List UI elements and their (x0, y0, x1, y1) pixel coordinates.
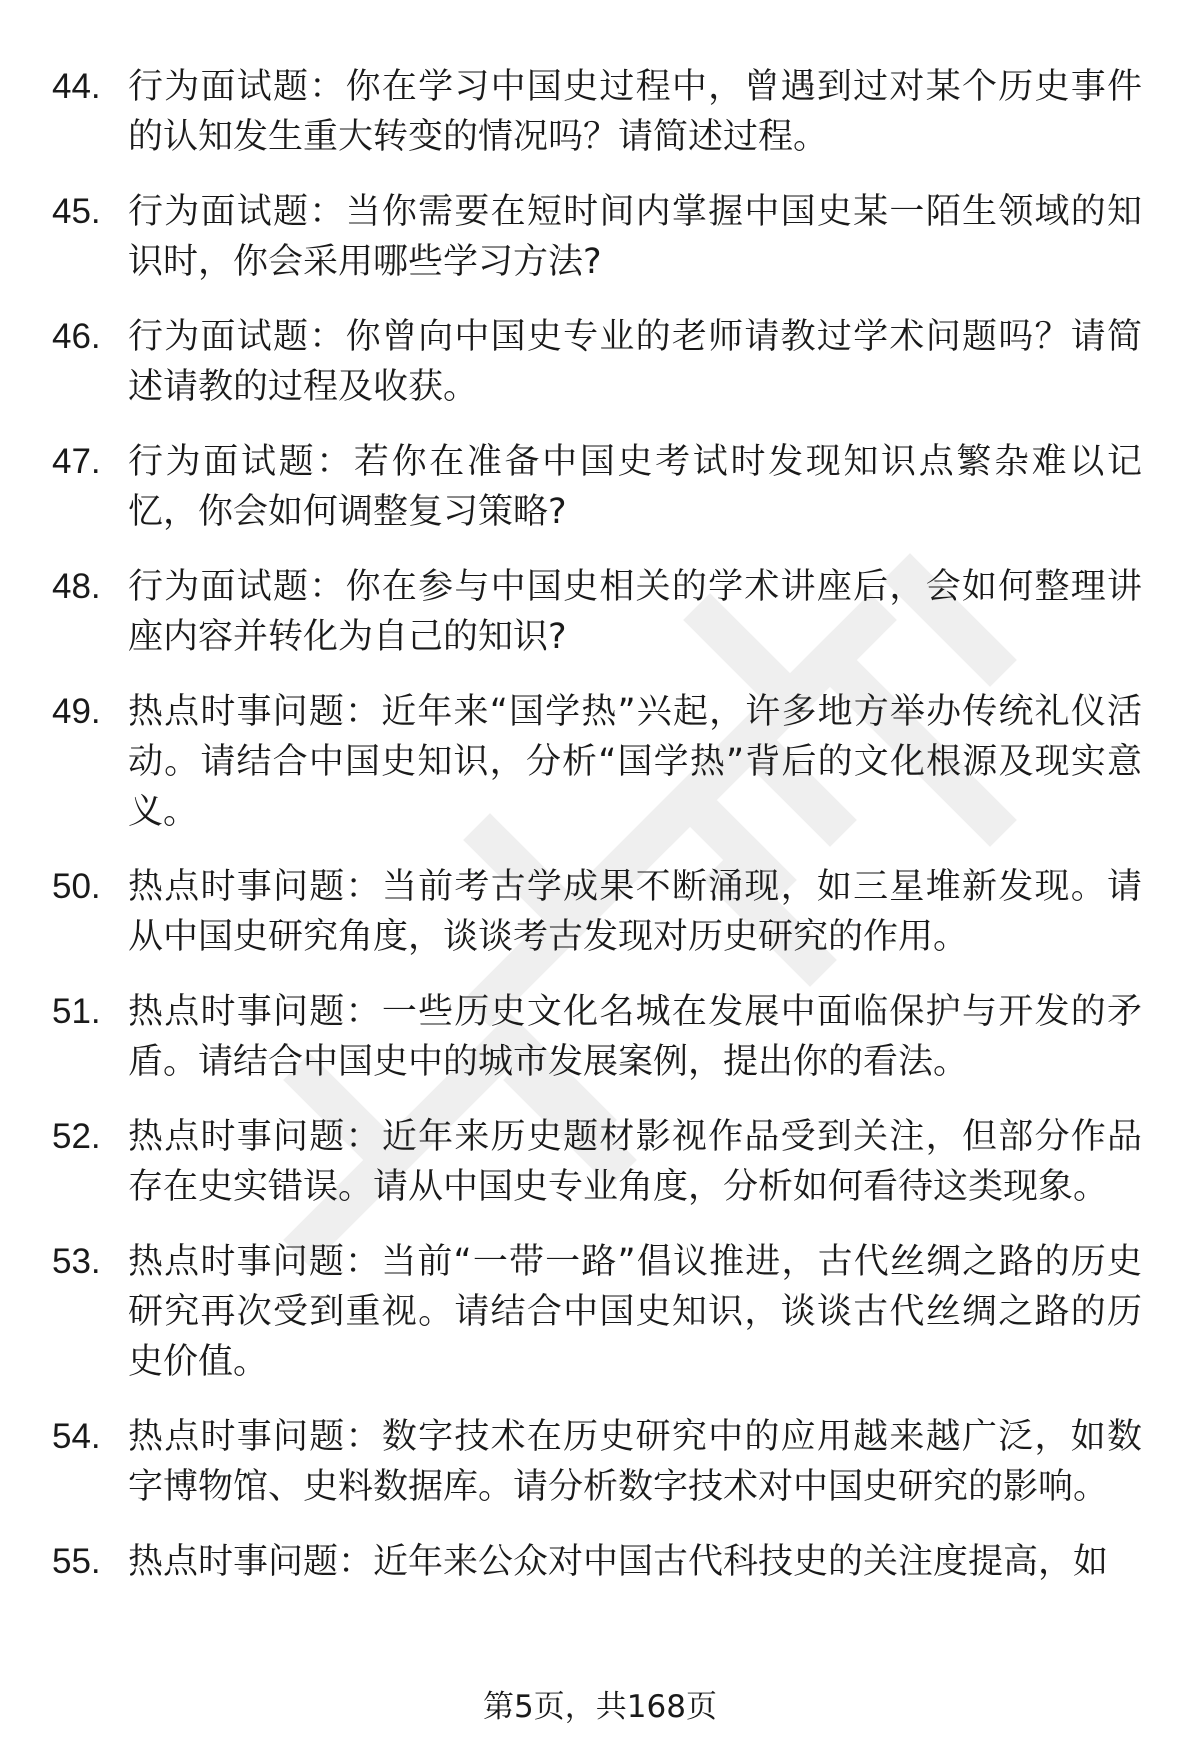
question-body (128, 437, 1142, 537)
question-text: 近年来历史题材影视作品受到关注，但部分作品存在史实错误。请从中国史专业角度，分析如何看待这类现象。 (128, 1117, 1142, 1207)
question-body (128, 1412, 1142, 1512)
page-footer: 第5页，共168页 (483, 1689, 717, 1725)
question-category: 热点时事问题： (128, 1117, 382, 1157)
question-text: 你曾向中国史专业的老师请教过学术问题吗？请简述请教的过程及收获。 (128, 317, 1142, 407)
question-number: 45. (52, 192, 101, 231)
question-body (128, 1112, 1142, 1212)
question-item (52, 437, 1142, 537)
question-text: 当你需要在短时间内掌握中国史某一陌生领域的知识时，你会采用哪些学习方法? (128, 192, 1142, 282)
question-text: 你在参与中国史相关的学术讲座后，会如何整理讲座内容并转化为自己的知识? (128, 567, 1142, 657)
question-body (128, 62, 1142, 162)
question-text: 数字技术在历史研究中的应用越来越广泛，如数字博物馆、史料数据库。请分析数字技术对中国史研究的影响。 (128, 1417, 1142, 1507)
question-body (128, 862, 1142, 962)
question-body (128, 987, 1142, 1087)
question-category: 行为面试题： (128, 567, 346, 607)
question-text: 若你在准备中国史考试时发现知识点繁杂难以记忆，你会如何调整复习策略? (128, 442, 1142, 532)
question-category: 热点时事问题： (128, 867, 382, 907)
question-body (128, 1537, 1142, 1587)
question-number: 49. (52, 692, 101, 731)
question-text: 当前“一带一路”倡议推进，古代丝绸之路的历史研究再次受到重视。请结合中国史知识，谈谈古代丝绸之路的历史价值。 (128, 1242, 1142, 1382)
question-category: 热点时事问题： (128, 1417, 382, 1457)
question-category: 热点时事问题： (128, 692, 382, 732)
question-number: 52. (52, 1117, 101, 1156)
question-number: 54. (52, 1417, 101, 1456)
question-item (52, 1537, 1142, 1587)
question-body (128, 1237, 1142, 1387)
question-text: 一些历史文化名城在发展中面临保护与开发的矛盾。请结合中国史中的城市发展案例，提出你的看法。 (128, 992, 1142, 1082)
question-text: 近年来公众对中国古代科技史的关注度提高，如 (373, 1542, 1109, 1582)
question-item (52, 1412, 1142, 1512)
question-number: 44. (52, 67, 101, 106)
question-category: 热点时事问题： (128, 992, 382, 1032)
question-list (52, 62, 1142, 1612)
question-item (52, 862, 1142, 962)
question-body (128, 687, 1142, 837)
question-category: 热点时事问题： (128, 1542, 374, 1582)
question-number: 47. (52, 442, 101, 481)
question-number: 48. (52, 567, 101, 606)
question-category: 行为面试题： (128, 317, 346, 357)
question-body (128, 187, 1142, 287)
question-item (52, 312, 1142, 412)
question-number: 51. (52, 992, 101, 1031)
question-body (128, 312, 1142, 412)
question-text: 你在学习中国史过程中，曾遇到过对某个历史事件的认知发生重大转变的情况吗？请简述过程。 (128, 67, 1142, 157)
question-category: 热点时事问题： (128, 1242, 382, 1282)
question-item (52, 1237, 1142, 1387)
question-item (52, 687, 1142, 837)
question-item (52, 62, 1142, 162)
question-item (52, 562, 1142, 662)
question-category: 行为面试题： (128, 192, 346, 232)
question-number: 46. (52, 317, 101, 356)
question-category: 行为面试题： (128, 67, 346, 107)
question-number: 53. (52, 1242, 101, 1281)
question-item (52, 987, 1142, 1087)
question-category: 行为面试题： (128, 442, 354, 482)
question-item (52, 1112, 1142, 1212)
question-number: 50. (52, 867, 101, 906)
question-text: 近年来“国学热”兴起，许多地方举办传统礼仪活动。请结合中国史知识，分析“国学热”背后的文化根源及现实意义。 (128, 692, 1142, 832)
question-number: 55. (52, 1542, 101, 1581)
question-item (52, 187, 1142, 287)
question-text: 当前考古学成果不断涌现，如三星堆新发现。请从中国史研究角度，谈谈考古发现对历史研究的作用。 (128, 867, 1142, 957)
question-body (128, 562, 1142, 662)
